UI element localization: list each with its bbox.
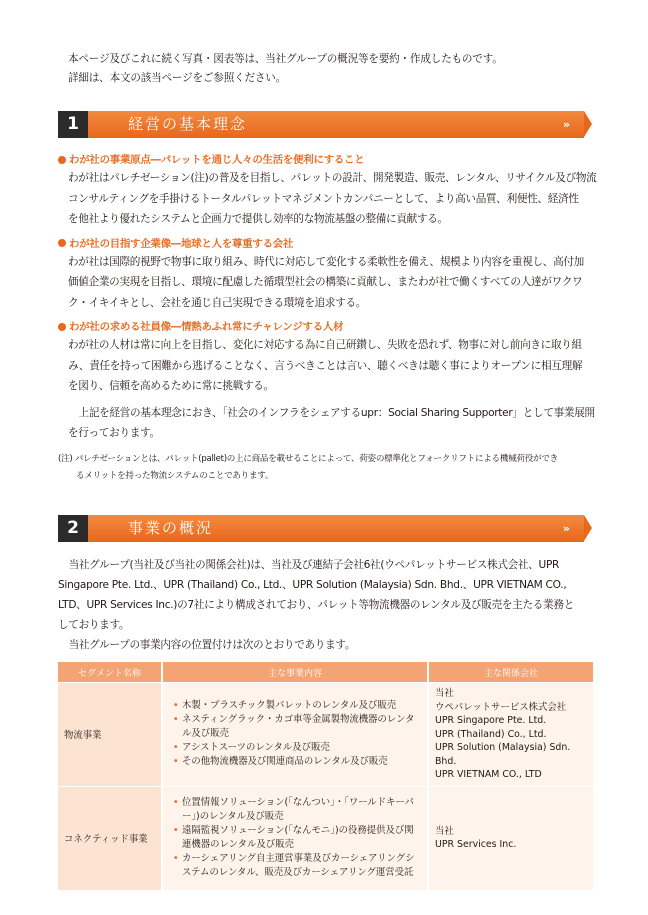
philosophy-text: わが社の人材は常に向上を目指し、変化に対応する為に自己研鑚し、失敗を恐れず、物事に対し前向きに取り組 み、責任を持って困難から逃げることなく、言うべきことは言い、聴くべきは聴く事によりオープンに相互理解 を図り、信頼を高めるために常に挑戦する。	[68, 339, 583, 392]
list-item: • ネスティングラック・カゴ車等金属製物流機器のレンタル及び販売	[173, 713, 419, 741]
philosophy-block	[58, 152, 598, 485]
related-companies: 当社 UPR Services Inc.	[428, 786, 593, 890]
list-item: • アシストスーツのレンタル及び販売	[173, 741, 419, 755]
section-bar	[88, 515, 584, 542]
philosophy-text: わが社は国際的視野で物事に取り組み、時代に対応して変化する柔軟性を備え、規模より内容を重視し、高付加 価値企業の実現を目指し、環境に配慮した循環型社会の構築に貢献し、またわが社で働くすべての人達がワクワ ク・イキイキとし、会社を通じ自己実現できる環境を追求する。	[68, 255, 584, 309]
column-header: セグメント名称	[58, 662, 162, 683]
list-item: • 遠隔監視ソリューション(「なんモニ」)の役務提供及び関連機器のレンタル及び販売	[173, 824, 419, 852]
philosophy-heading: わが社の求める社員像―情熱あふれ常にチャレンジする人材	[58, 319, 598, 335]
philosophy-summary: 上記を経営の基本理念におき、「社会のインフラをシェアするupr：Social Sharing Supporter」として事業展開 を行っております。	[68, 406, 595, 439]
table-row	[58, 786, 593, 890]
philosophy-item	[58, 319, 598, 397]
philosophy-text: わが社はパレチゼーション(注)の普及を目指し、パレットの設計、開発製造、販売、レンタル、リサイクル及び物流 コンサルティングを手掛けるトータルパレットマネジメントカンパニーとして、より高い品質、利便性、経済性 を他社より優れたシステムと企画力で提供し効率的な物流基盤の整備に貢献する。	[68, 172, 597, 225]
column-header: 主な事業内容	[162, 662, 428, 683]
section-1-header	[58, 111, 592, 138]
section-bar	[88, 111, 584, 138]
philosophy-item	[58, 236, 598, 314]
list-item: • カーシェアリング自主運営事業及びカーシェアリングシステムのレンタル、販売及びカーシェアリング運営受託	[173, 852, 419, 880]
list-item: • 位置情報ソリューション(「なんつい」・「ワールドキーパー」)のレンタル及び販売	[173, 796, 419, 824]
list-item: • その他物流機器及び関連商品のレンタル及び販売	[173, 755, 419, 769]
section-bar-tip	[584, 111, 592, 137]
business-overview-text: 当社グループ(当社及び当社の関係会社)は、当社及び連結子会社6社(ウペパレットサービス株式会社、UPR Singapore Pte. Ltd.、UPR (Thailand) Co., Ltd.、UPR Solution (Malaysia) Sdn. Bhd.、UPR VIETNAM CO., LTD、UPR Services Inc.)の7社により構成されており、パレット等物流機器のレンタル及び販売を主たる業務と しております。 当社グループの事業内容の位置付けは次のとおりであります。	[58, 559, 574, 651]
table-row	[58, 683, 593, 787]
intro-line: 本ページ及びこれに続く写真・図表等は、当社グループの概況等を要約・作成したものです。	[68, 53, 503, 65]
column-header: 主な関係会社	[428, 662, 593, 683]
section-bar-tip	[584, 515, 592, 541]
bullet-dot-icon	[58, 323, 66, 331]
double-chevron-icon: »	[562, 118, 570, 131]
philosophy-item	[58, 152, 598, 230]
double-chevron-icon: »	[562, 522, 570, 535]
bullet-dot-icon	[58, 156, 66, 164]
philosophy-heading: わが社の目指す企業像―地球と人を尊重する会社	[58, 236, 598, 252]
philosophy-heading: わが社の事業原点―パレットを通じ人々の生活を便利にすること	[58, 152, 598, 168]
section-title: 経営の基本理念	[128, 115, 248, 133]
business-content	[162, 786, 428, 890]
business-content	[162, 683, 428, 787]
bullet-dot-icon	[58, 239, 66, 247]
table-header-row	[58, 662, 593, 683]
intro-line: 詳細は、本文の該当ページをご参照ください。	[68, 72, 287, 84]
segment-name: コネクティッド事業	[58, 786, 162, 890]
intro-text	[68, 50, 598, 88]
footnote: (注) パレチゼーションとは、パレット(pallet)の上に商品を載せることによって、荷姿の標準化とフォークリフトによる機械荷役ができ るメリットを持った物流システムのことであります。	[58, 453, 558, 481]
segment-table	[58, 662, 593, 890]
section-number: 2	[58, 515, 88, 542]
segment-name: 物流事業	[58, 683, 162, 787]
related-companies: 当社 ウペパレットサービス株式会社 UPR Singapore Pte. Ltd. UPR (Thailand) Co., Ltd. UPR Solution (Malaysia) Sdn. Bhd. UPR VIETNAM CO., LTD	[428, 683, 593, 787]
section-2-header	[58, 515, 592, 542]
section-number: 1	[58, 111, 88, 138]
list-item: • 木製・プラスチック製パレットのレンタル及び販売	[173, 699, 419, 713]
section-title: 事業の概況	[128, 519, 214, 537]
